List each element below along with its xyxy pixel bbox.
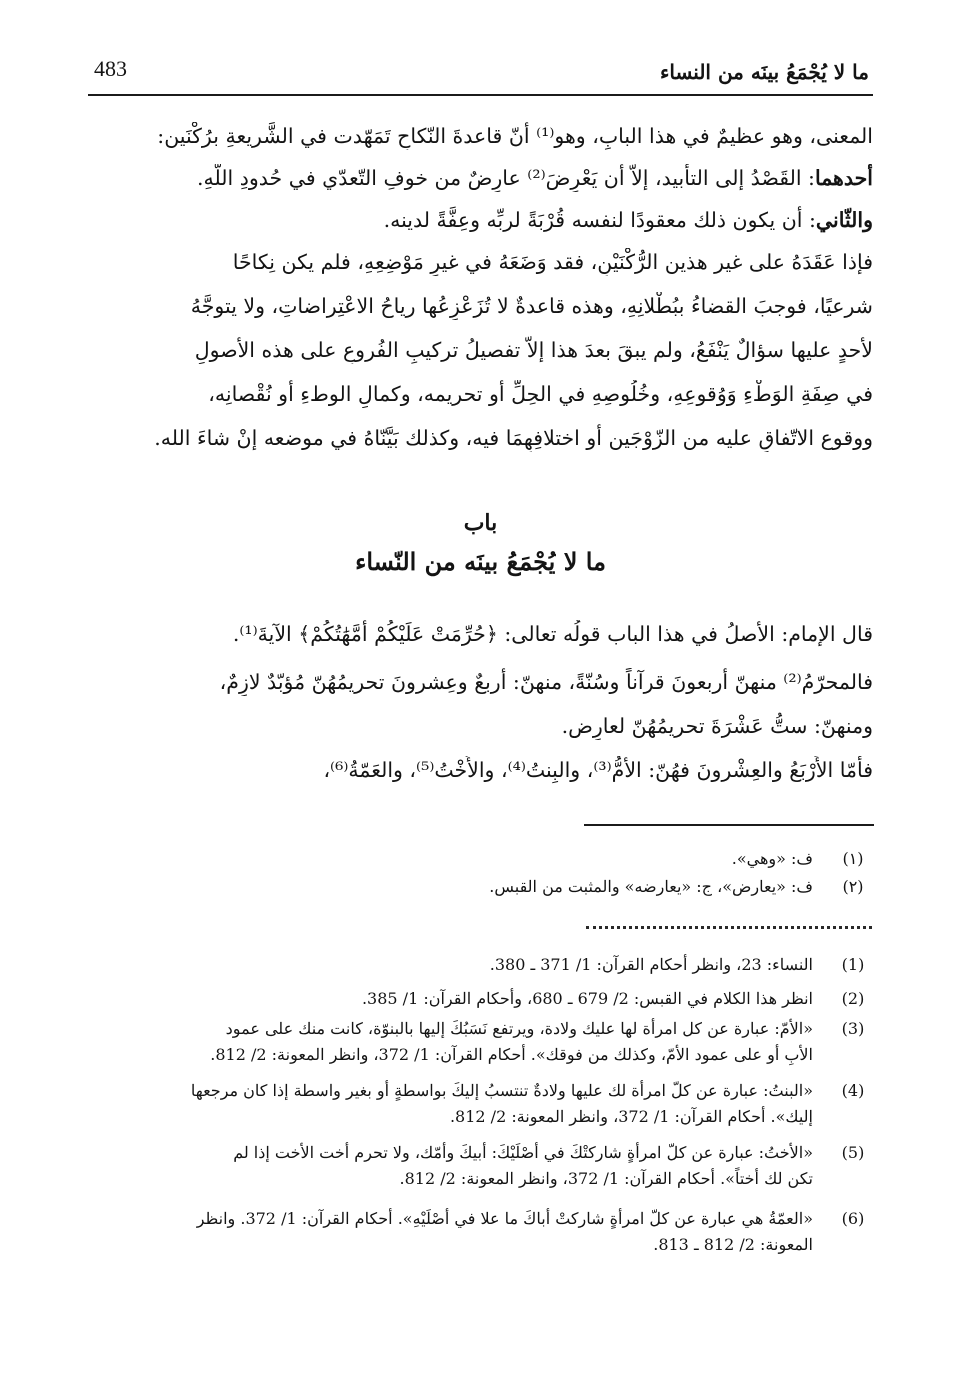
intro-first-pillar xyxy=(88,164,873,192)
footnote-number: (1) xyxy=(841,955,865,974)
footnote-separator xyxy=(584,824,874,826)
footnote-text: انظر هذا الكلام في القبس: 2/ 679 ـ 680، وأحكام القرآن: 1/ 385. xyxy=(361,989,813,1008)
footnote-text-cont: الأبِ أو على عمود الأمّ، وكذلك من فوقك». أحكام القرآن: 1/ 372، وانظر المعونة: 2/ 812. xyxy=(210,1045,813,1064)
footnote xyxy=(88,1140,873,1192)
first-pillar-label: أحدهما xyxy=(814,166,873,190)
section-line: ومنهنّ: ستُّ عَشْرَةَ تحريمُهُنّ لعارِضٍ. xyxy=(561,714,873,738)
intro-line-1: المعنى، وهو عظيمٌ في هذا البابِ، وهو⁽¹⁾ أنّ قاعدةَ النّكاحِ تَمَهّدت في الشَّريعةِ برُكْنَين: xyxy=(157,124,873,148)
running-title: ما لا يُجْمَعُ بينَه من النساء xyxy=(659,60,869,84)
section-line: فأمّا الأَرْبَعُ والعِشْرونَ فهُنّ: الأمُّ⁽³⁾، والبِنتُ⁽⁴⁾، والأُخْتُ⁽⁵⁾، والعَمّةُ⁽⁶⁾، xyxy=(323,758,873,782)
note-number: (١) xyxy=(842,849,864,868)
footnote-text: النساء: 23، وانظر أحكام القرآن: 1/ 371 ـ 380. xyxy=(489,955,813,974)
page-number: 483 xyxy=(94,56,127,81)
chapter-label: باب xyxy=(463,510,498,536)
second-pillar-text: : أن يكون ذلك معقودًا لنفسه قُرْبَةً لربِّه وعِفَّةً لدينه. xyxy=(383,208,816,232)
note-text: ف: «يعارض»، ج: «يعارضه» والمثبت من القبس. xyxy=(489,877,813,896)
footnote-text: «الأمّ: عبارة عن كل امرأة لها عليك ولادة، ويرتفع نَسَبُكَ إليها بالبنوّة، كانت منك على عمود xyxy=(225,1019,813,1038)
paragraph-line: شرعيًا، فوجبَ القضاءُ ببُطْلانِهِ، وهذه قاعدةٌ لا تُزَعْزِعُها رياحُ الاعْتِراضاتِ، ولا يتوجَّهُ xyxy=(190,294,873,318)
footnote-text: «الأختُ: عبارة عن كلّ امرأةٍ شاركتْكَ في أصْلَيْكَ: أبيكَ وأمّك، ولا تحرم أخت الأخت إذا لم xyxy=(233,1143,813,1162)
paragraph-line: فإذا عَقَدَهُ على غير هذين الرُّكْنَيْنِ، فقد وَضَعَهُ في غيرِ مَوْضِعِهِ، فلم يكن نِكاحًا xyxy=(232,250,873,274)
intro-second-pillar xyxy=(88,206,873,234)
chapter-title: ما لا يُجْمَعُ بينَه من النّساء xyxy=(355,547,606,576)
footnote-text-cont: تكن لك أختاً». أحكام القرآن: 1/ 372، وانظر المعونة: 2/ 812. xyxy=(399,1169,813,1188)
dotted-separator xyxy=(586,926,872,929)
footnote xyxy=(88,1016,873,1068)
footnote xyxy=(88,1206,873,1258)
running-header xyxy=(88,52,873,96)
editor-note xyxy=(88,874,873,900)
paragraph-line: لأحدٍ عليها سؤالٌ يَنْفَعُ، ولم يبقَ بعدَ هذا إلاّ تفصيلُ تركيبِ الفُروعِ على هذه الأصولِ xyxy=(194,338,873,362)
footnote-number: (3) xyxy=(841,1019,865,1038)
footnote-number: (5) xyxy=(841,1143,865,1162)
section-line: قال الإمام: الأصلُ في هذا الباب قولُه تعالى: ﴿حُرِّمَتْ عَلَيْكُمْ أُمَّهَٰتُكُمْ﴾ الآيةَ⁽¹⁾. xyxy=(232,622,873,646)
footnote-number: (2) xyxy=(841,989,865,1008)
section-line: فالمحرّمُ⁽²⁾ منهنّ أربعونَ قرآناً وسُنّةً، منهنّ: أربعٌ وعِشرونَ تحريمُهُنّ مُؤبّدٌ لازِمٌ، xyxy=(219,670,873,694)
note-number: (٢) xyxy=(842,877,864,896)
second-pillar-label: والثّاني xyxy=(815,208,873,232)
footnote xyxy=(88,952,873,978)
editor-note xyxy=(88,846,873,872)
footnote-number: (4) xyxy=(841,1081,865,1100)
note-text: ف: «وهي». xyxy=(731,849,813,868)
footnote xyxy=(88,986,873,1012)
footnote-text-cont: إليك». أحكام القرآن: 1/ 372، وانظر المعونة: 2/ 812. xyxy=(449,1107,813,1126)
paragraph-line: ووقوع الاتّفاقِ عليه من الزّوْجَين أو اختلافِهِمَا فيه، وكذلك بَيَّنّاهُ في موضعه إنْ شاءَ الله. xyxy=(154,426,873,450)
footnote-text: «البنتُ: عبارة عن كلّ امرأة لك عليها ولادةٌ تنتسبُ إليكَ بواسطةٍ أو بغير واسطة إذا كان مرجعها xyxy=(190,1081,813,1100)
footnote-text-cont: المعونة: 2/ 812 ـ 813. xyxy=(653,1235,813,1254)
footnote-text: «العمّةُ هي عبارة عن كلّ امرأةٍ شاركتْ أباكَ ما علا في أصْلَيْهِ». أحكام القرآن: 1/ 372. وانظر xyxy=(196,1209,813,1228)
paragraph-line: في صِفَةِ الوَطْءِ وَوُقوعِهِ، وخُلُوصِهِ في الحِلِّ أو تحريمه، وكمالِ الوطءِ أو نُقْصانِه، xyxy=(208,382,873,406)
footnote xyxy=(88,1078,873,1130)
first-pillar-text: : القَصْدُ إلى التأبيد، إلاّ أن يَعْرِضَ⁽²⁾ عارِضٌ من خوفِ التّعدّي في حُدودِ اللّهِ. xyxy=(197,166,815,190)
footnote-number: (6) xyxy=(841,1209,865,1228)
